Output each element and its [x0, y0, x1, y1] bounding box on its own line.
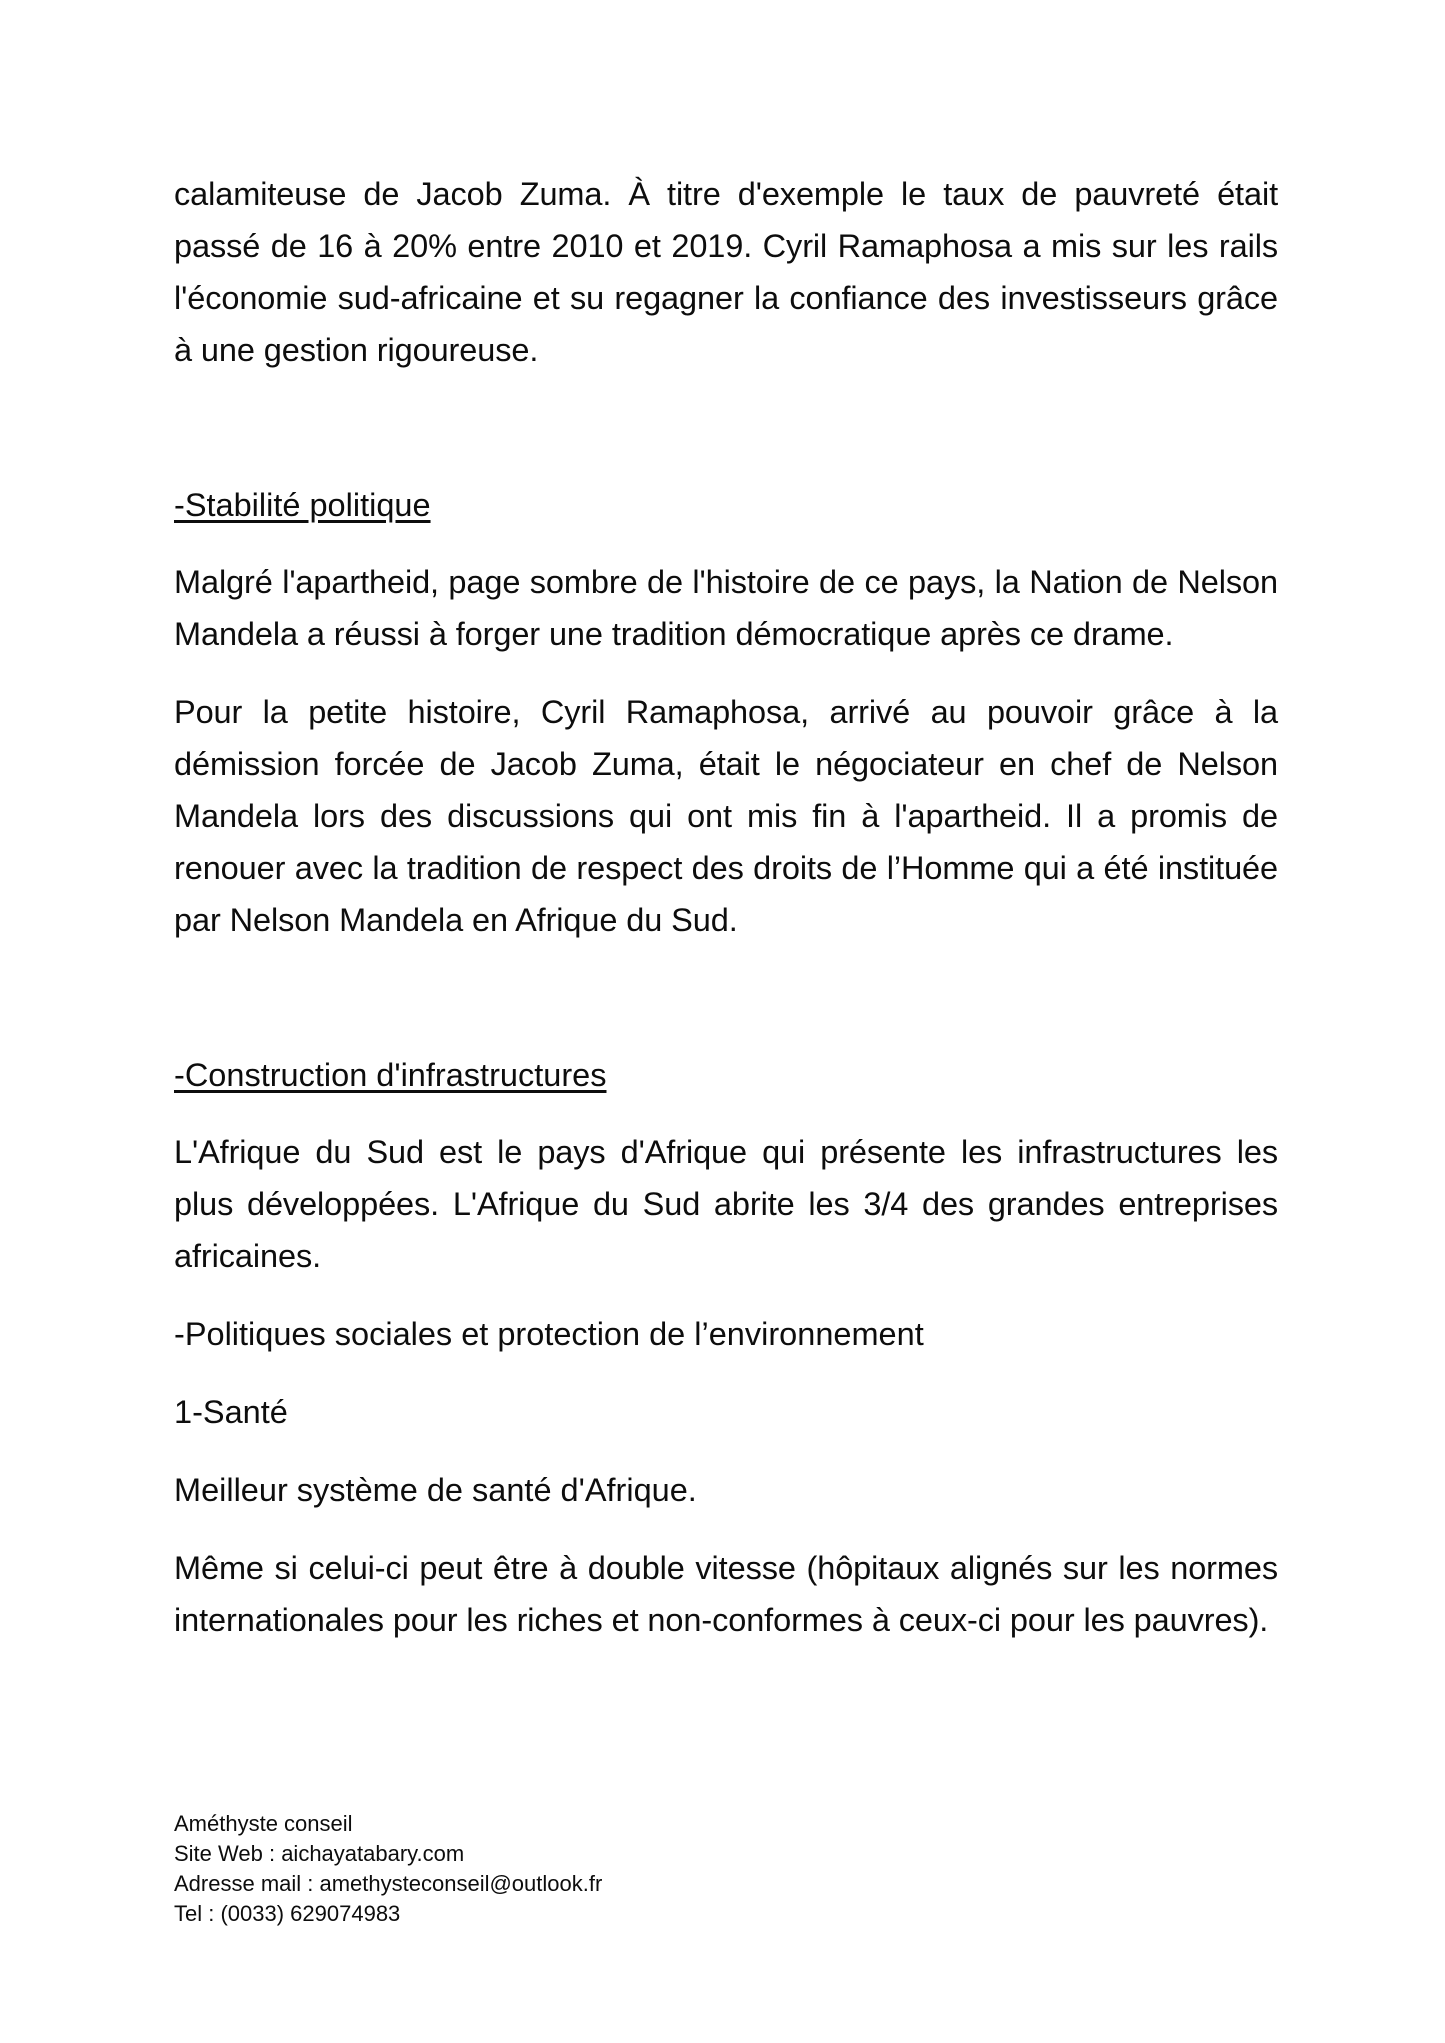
footer-website: Site Web : aichayatabary.com: [174, 1841, 465, 1866]
footer-phone: Tel : (0033) 629074983: [174, 1901, 401, 1926]
spacer: [174, 376, 1278, 480]
footer-company: Améthyste conseil: [174, 1811, 353, 1836]
paragraph-petite-histoire: Pour la petite histoire, Cyril Ramaphosa, arrivé au pouvoir grâce à la démission forcée de Jacob Zuma, était le négociateur en chef de Nelson Mandela lors des discussions qui ont mis fin à l'apartheid. Il a promis de renouer avec la tradition de respect des droits de l’Homme qui a été instituée par Nelson Mandela en Afrique du Sud.: [174, 694, 1278, 938]
spacer: [174, 1516, 1278, 1542]
line-politiques-sociales: -Politiques sociales et protection de l’environnement: [174, 1316, 924, 1352]
spacer: [174, 1438, 1278, 1464]
footer-email: Adresse mail : amethysteconseil@outlook.fr: [174, 1871, 603, 1896]
spacer: [174, 1100, 1278, 1126]
line-sante-heading: 1-Santé: [174, 1394, 288, 1430]
line-meilleur-systeme: Meilleur système de santé d'Afrique.: [174, 1472, 697, 1508]
paragraph-infrastructures: L'Afrique du Sud est le pays d'Afrique qui présente les infrastructures les plus développées. L'Afrique du Sud abrite les 3/4 des grandes entreprises africaines.: [174, 1134, 1278, 1274]
spacer: [174, 530, 1278, 556]
paragraph-apartheid: Malgré l'apartheid, page sombre de l'histoire de ce pays, la Nation de Nelson Mandela a réussi à forger une tradition démocratique après ce drame.: [174, 564, 1278, 652]
spacer: [174, 1282, 1278, 1308]
paragraph-intro: calamiteuse de Jacob Zuma. À titre d'exemple le taux de pauvreté était passé de 16 à 20% entre 2010 et 2019. Cyril Ramaphosa a mis sur les rails l'économie sud-africaine et su regagner la confiance des investisseurs grâce à une gestion rigoureuse.: [174, 176, 1278, 368]
section-heading-stabilite-politique: -Stabilité politique: [174, 487, 431, 523]
section-heading-construction-infrastructures: -Construction d'infrastructures: [174, 1057, 607, 1093]
spacer: [174, 946, 1278, 1050]
spacer: [174, 660, 1278, 686]
spacer: [174, 1360, 1278, 1386]
page-footer: [174, 1809, 974, 1929]
paragraph-double-vitesse: Même si celui-ci peut être à double vitesse (hôpitaux alignés sur les normes internationales pour les riches et non-conformes à ceux-ci pour les pauvres).: [174, 1550, 1278, 1638]
document-body: [174, 168, 1278, 1646]
